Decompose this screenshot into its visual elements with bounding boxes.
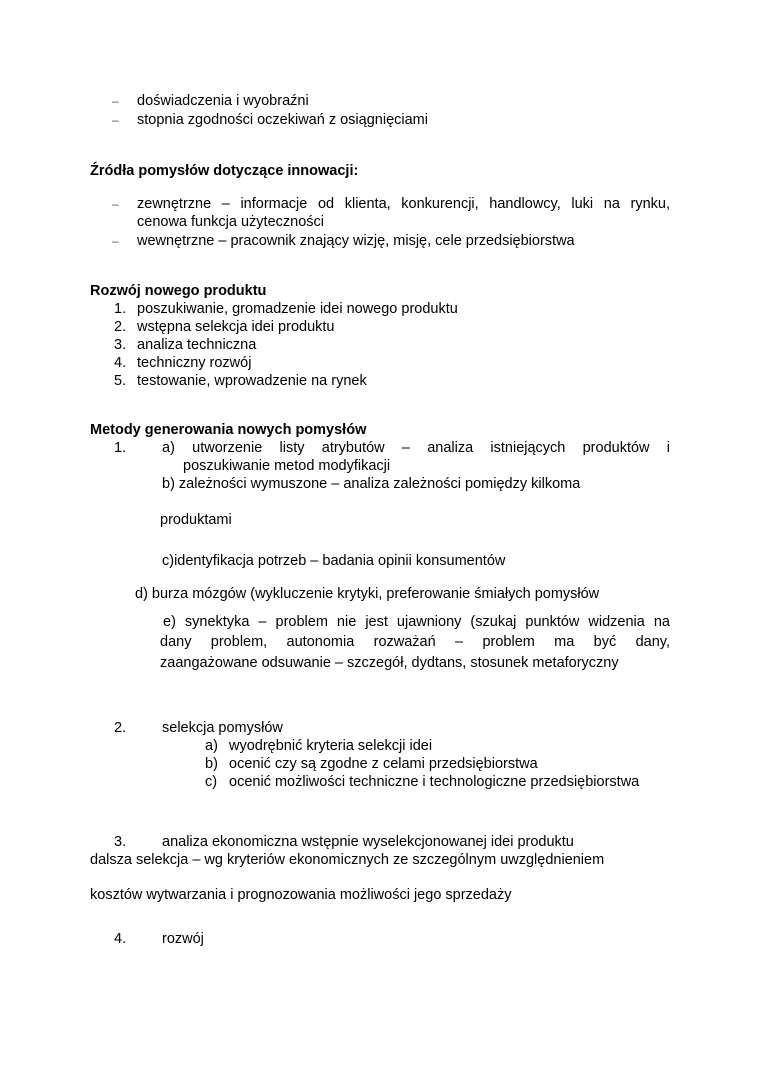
sources-heading: Źródła pomysłów dotyczące innowacji: — [90, 163, 359, 179]
development-num-1: 1. — [114, 301, 127, 317]
step2-item-c: ocenić możliwości techniczne i technologiczne przedsiębiorstwa — [229, 774, 640, 790]
step1-e-line1: e) synektyka – problem nie jest ujawniony (szukaj punktów widzenia na — [163, 614, 670, 630]
development-num-2: 2. — [114, 319, 127, 335]
development-num-3: 3. — [114, 337, 127, 353]
step1-num: 1. — [114, 440, 127, 456]
development-item-1: poszukiwanie, gromadzenie idei nowego produktu — [137, 301, 458, 317]
step2-letter-c: c) — [205, 774, 218, 790]
development-item-5: testowanie, wprowadzenie na rynek — [137, 373, 367, 389]
step1-a-line1: a) utworzenie listy atrybutów – analiza istniejących produktów i — [162, 440, 670, 456]
dash-bullet: – — [112, 197, 119, 211]
step1-d: d) burza mózgów (wykluczenie krytyki, preferowanie śmiałych pomysłów — [135, 586, 600, 602]
step1-b-line2: produktami — [160, 512, 232, 528]
step1-e-line2: dany problem, autonomia rozważań – problem ma być dany, — [160, 634, 670, 650]
sources-item-1-line1: zewnętrzne – informacje od klienta, konkurencji, handlowcy, luki na rynku, — [137, 196, 670, 212]
step3-line3: kosztów wytwarzania i prognozowania możliwości jego sprzedaży — [90, 887, 512, 903]
development-item-4: techniczny rozwój — [137, 355, 252, 371]
development-item-2: wstępna selekcja idei produktu — [137, 319, 335, 335]
step2-item-a: wyodrębnić kryteria selekcji idei — [229, 738, 433, 754]
step4-text: rozwój — [162, 931, 204, 947]
intro-item-1: doświadczenia i wyobraźni — [137, 93, 309, 109]
step2-num: 2. — [114, 720, 127, 736]
dash-bullet: – — [112, 234, 119, 248]
dash-bullet: – — [112, 113, 119, 127]
development-item-3: analiza techniczna — [137, 337, 257, 353]
methods-heading: Metody generowania nowych pomysłów — [90, 422, 367, 438]
step2-text: selekcja pomysłów — [162, 720, 283, 736]
step1-c: c)identyfikacja potrzeb – badania opinii konsumentów — [162, 553, 506, 569]
step1-e-line3: zaangażowane odsuwanie – szczegół, dydtans, stosunek metaforyczny — [160, 655, 619, 671]
step1-a-line2: poszukiwanie metod modyfikacji — [183, 458, 391, 474]
development-heading: Rozwój nowego produktu — [90, 283, 267, 299]
step3-line2: dalsza selekcja – wg kryteriów ekonomicznych ze szczególnym uwzględnieniem — [90, 852, 605, 868]
step1-b-line1: b) zależności wymuszone – analiza zależności pomiędzy kilkoma — [162, 476, 581, 492]
step4-num: 4. — [114, 931, 127, 947]
dash-bullet: – — [112, 94, 119, 108]
step2-letter-b: b) — [205, 756, 218, 772]
step2-item-b: ocenić czy są zgodne z celami przedsiębiorstwa — [229, 756, 538, 772]
step3-num: 3. — [114, 834, 127, 850]
development-num-5: 5. — [114, 373, 127, 389]
development-num-4: 4. — [114, 355, 127, 371]
step2-letter-a: a) — [205, 738, 218, 754]
sources-item-1-line2: cenowa funkcja użyteczności — [137, 214, 324, 230]
step3-text: analiza ekonomiczna wstępnie wyselekcjonowanej idei produktu — [162, 834, 574, 850]
sources-item-2: wewnętrzne – pracownik znający wizję, misję, cele przedsiębiorstwa — [137, 233, 575, 249]
intro-item-2: stopnia zgodności oczekiwań z osiągnięciami — [137, 112, 428, 128]
